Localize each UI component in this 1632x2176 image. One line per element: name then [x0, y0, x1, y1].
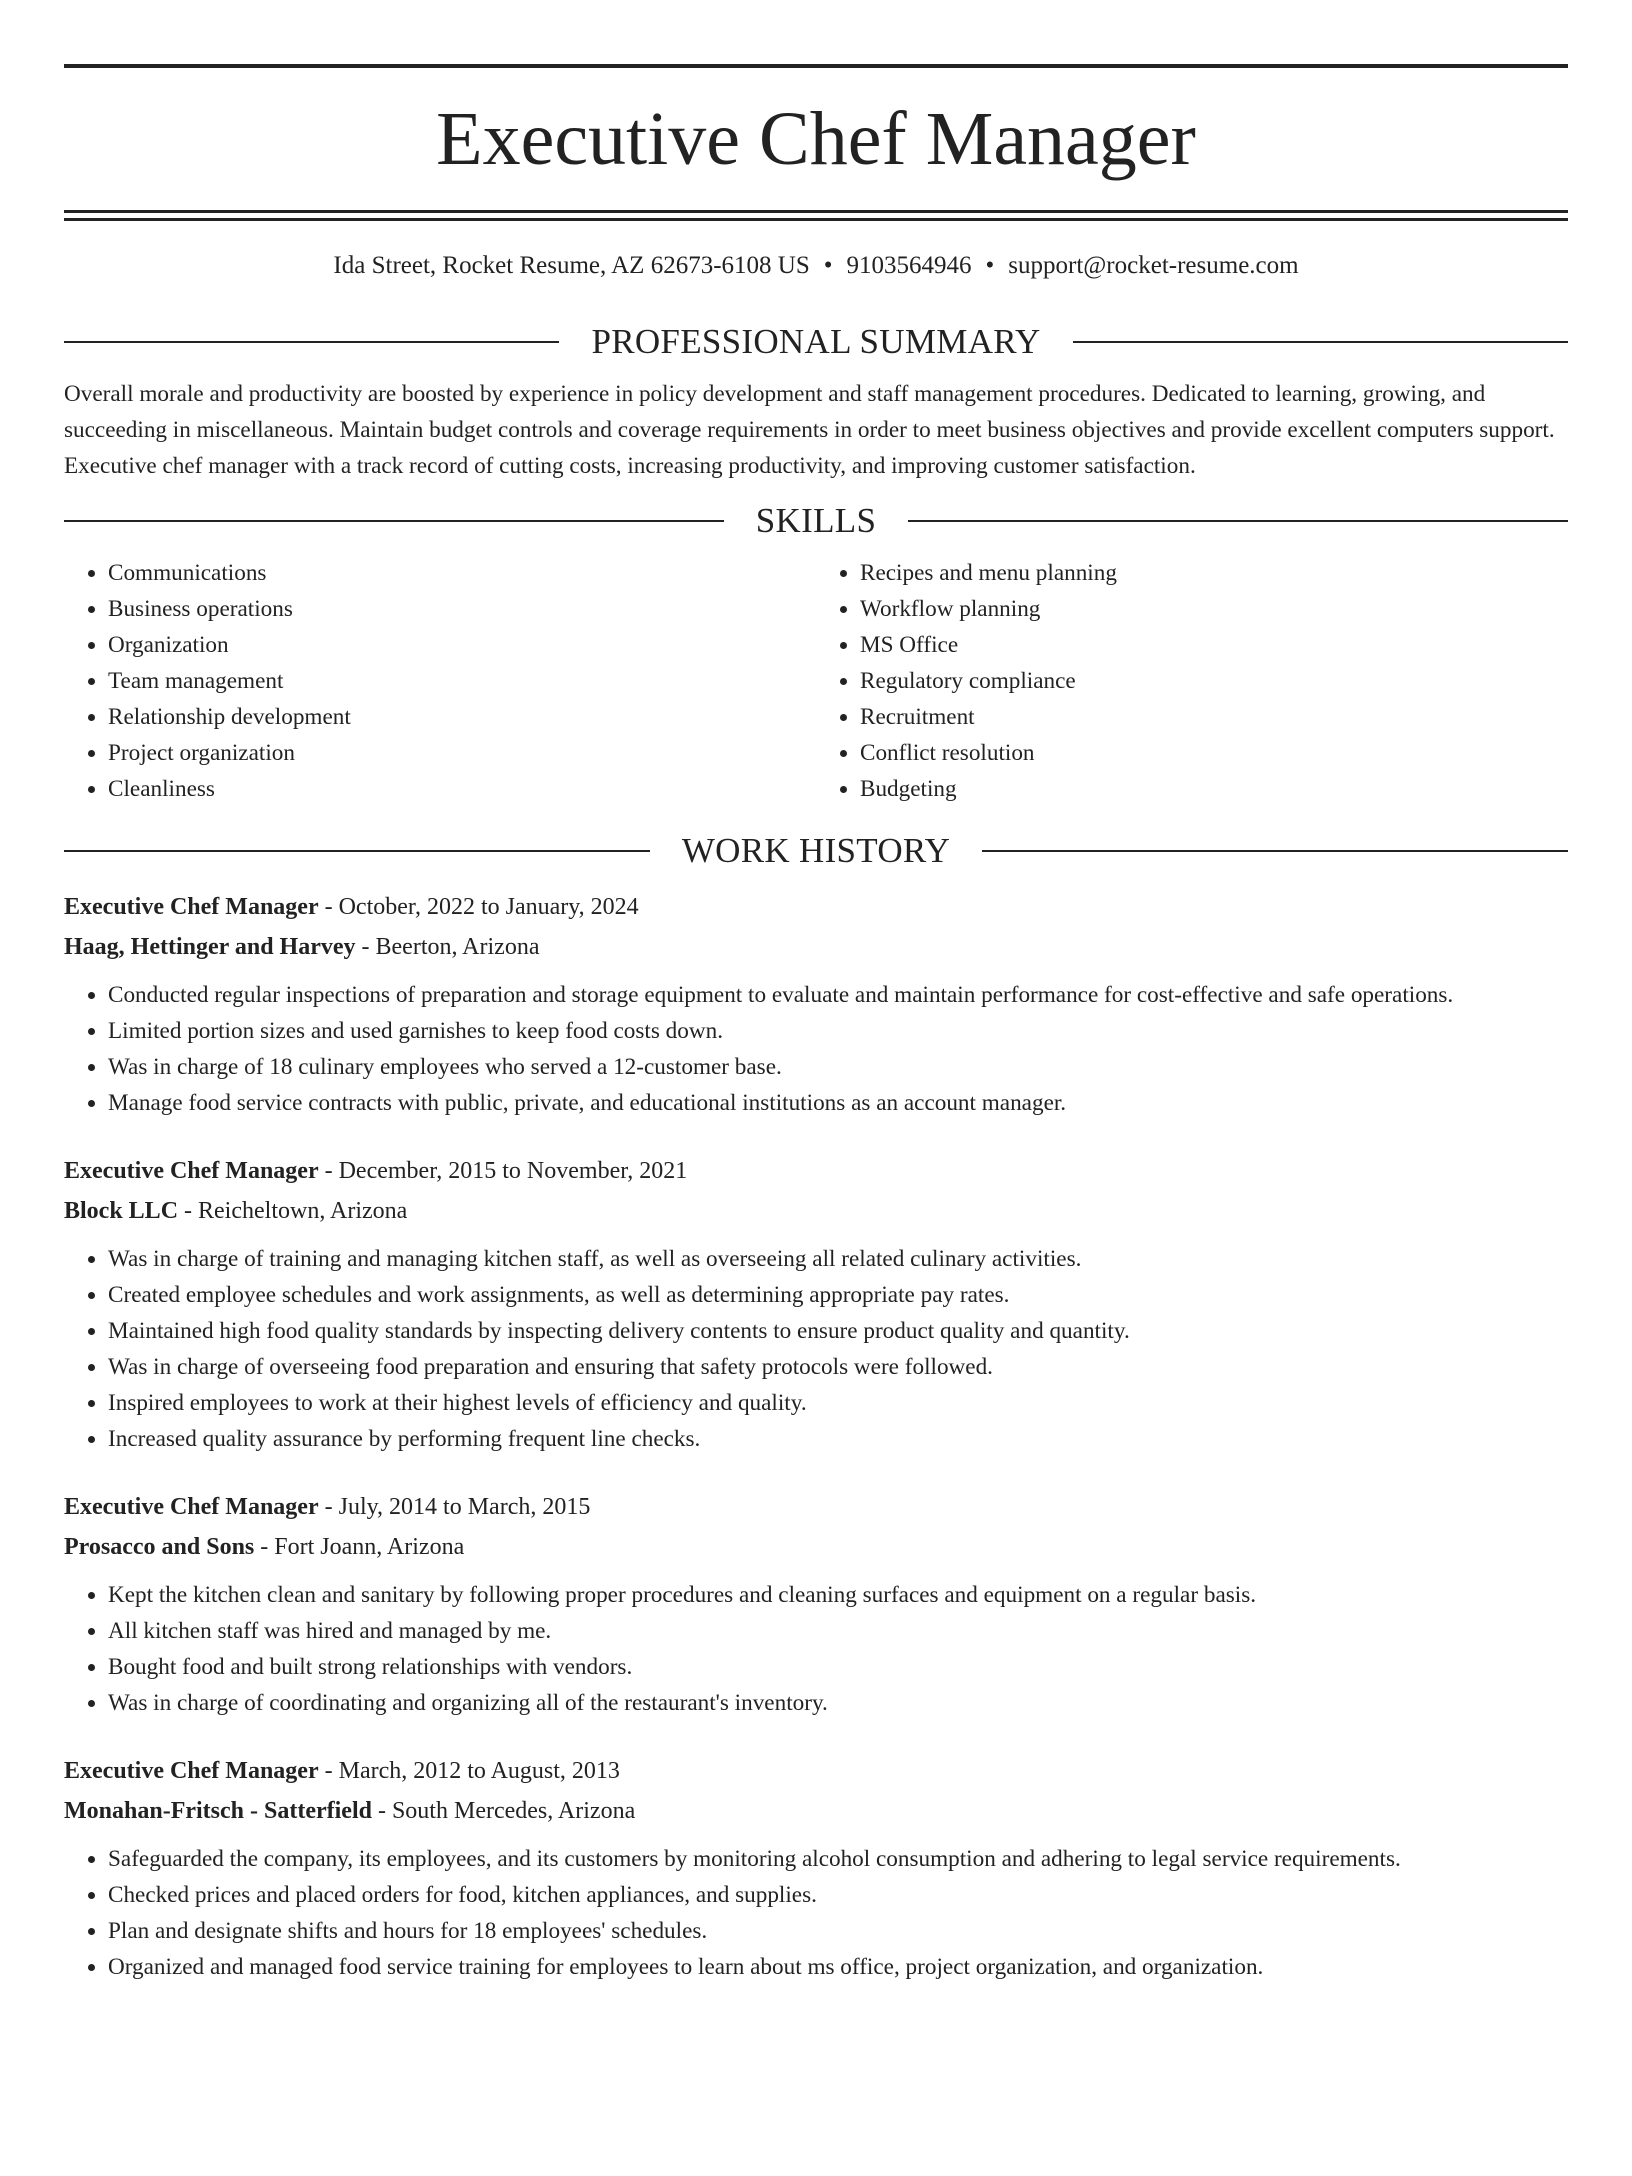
section-rule-right	[1073, 341, 1568, 343]
resume-page	[0, 64, 1632, 2176]
job-bullet: • Bought food and built strong relationships with vendors.	[108, 1649, 1568, 1685]
job-bullets	[64, 1577, 1568, 1721]
job-bullet: • Kept the kitchen clean and sanitary by following proper procedures and cleaning surfaces and equipment on a regular basis.	[108, 1577, 1568, 1613]
job-title-line	[64, 1151, 1568, 1191]
job-bullets	[64, 1841, 1568, 1985]
job-bullet: • Safeguarded the company, its employees, and its customers by monitoring alcohol consumption and adhering to legal service requirements.	[108, 1841, 1568, 1877]
skills-right-list	[816, 555, 1568, 807]
job-title: Executive Chef Manager	[64, 1158, 319, 1184]
contact-separator: •	[823, 252, 833, 279]
summary-heading: PROFESSIONAL SUMMARY	[591, 322, 1041, 361]
skills-heading: SKILLS	[755, 501, 877, 540]
job-bullet: • Manage food service contracts with public, private, and educational institutions as an account manager.	[108, 1085, 1568, 1121]
job-title-line	[64, 1487, 1568, 1527]
skill-item: • Relationship development	[108, 699, 816, 735]
contact-separator: •	[985, 252, 995, 279]
skills-left-list	[64, 555, 816, 807]
job-location: - Beerton, Arizona	[355, 934, 540, 960]
job-dates: - March, 2012 to August, 2013	[318, 1758, 620, 1784]
skill-item: • Team management	[108, 663, 816, 699]
job-company-line	[64, 1791, 1568, 1831]
job-location: - Reicheltown, Arizona	[178, 1198, 408, 1224]
job-bullet: • Checked prices and placed orders for food, kitchen appliances, and supplies.	[108, 1877, 1568, 1913]
work-heading-row	[64, 827, 1568, 875]
header-double-rule	[64, 210, 1568, 221]
job-bullet: • Was in charge of 18 culinary employees who served a 12-customer base.	[108, 1049, 1568, 1085]
job-title-line	[64, 1751, 1568, 1791]
job-company: Monahan-Fritsch - Satterfield	[64, 1798, 372, 1824]
skill-item: • Cleanliness	[108, 771, 816, 807]
skills-columns	[64, 555, 1568, 807]
job-location: - South Mercedes, Arizona	[371, 1798, 636, 1824]
section-rule-right	[908, 520, 1568, 522]
skill-item: • Business operations	[108, 591, 816, 627]
skill-item: • Organization	[108, 627, 816, 663]
job-title-line	[64, 887, 1568, 927]
job-bullet: • Created employee schedules and work assignments, as well as determining appropriate pay rates.	[108, 1277, 1568, 1313]
skill-item: • Recruitment	[860, 699, 1568, 735]
contact-address: Ida Street, Rocket Resume, AZ 62673-6108 US	[333, 252, 810, 279]
section-rule-left	[64, 850, 650, 852]
job-bullets	[64, 1241, 1568, 1457]
job-company-line	[64, 1527, 1568, 1567]
job-bullet: • Was in charge of training and managing kitchen staff, as well as overseeing all related culinary activities.	[108, 1241, 1568, 1277]
job-title: Executive Chef Manager	[64, 1758, 319, 1784]
skill-item: • Communications	[108, 555, 816, 591]
job-location: - Fort Joann, Arizona	[254, 1534, 465, 1560]
job-bullet: • Inspired employees to work at their highest levels of efficiency and quality.	[108, 1385, 1568, 1421]
job-company: Block LLC	[64, 1198, 179, 1224]
skill-item: • Conflict resolution	[860, 735, 1568, 771]
skill-item: • Regulatory compliance	[860, 663, 1568, 699]
job-title: Executive Chef Manager	[64, 1494, 319, 1520]
job-entry	[64, 1151, 1568, 1457]
job-bullet: • Conducted regular inspections of preparation and storage equipment to evaluate and maintain performance for cost-effective and safe operations.	[108, 977, 1568, 1013]
job-bullet: • Plan and designate shifts and hours for 18 employees' schedules.	[108, 1913, 1568, 1949]
resume-name: Executive Chef Manager	[436, 97, 1196, 181]
job-bullet: • Organized and managed food service training for employees to learn about ms office, project organization, and organization.	[108, 1949, 1568, 1985]
job-dates: - July, 2014 to March, 2015	[318, 1494, 591, 1520]
job-bullet: • Was in charge of overseeing food preparation and ensuring that safety protocols were followed.	[108, 1349, 1568, 1385]
skill-item: • Workflow planning	[860, 591, 1568, 627]
job-bullets	[64, 977, 1568, 1121]
section-rule-right	[982, 850, 1568, 852]
section-rule-left	[64, 341, 559, 343]
job-company-line	[64, 927, 1568, 967]
skill-item: • Project organization	[108, 735, 816, 771]
job-bullet: • All kitchen staff was hired and managed by me.	[108, 1613, 1568, 1649]
contact-phone: 9103564946	[846, 252, 972, 279]
summary-text: Overall morale and productivity are boosted by experience in policy development and staff management procedures. Dedicated to learning, growing, and succeeding in miscellaneous. Maintain budget controls and coverage requirements in order to meet business objectives and provide excellent computers support. Executive chef manager with a track record of cutting costs, increasing productivity, and improving customer satisfaction.	[64, 381, 1555, 479]
job-entry	[64, 887, 1568, 1121]
job-bullet: • Increased quality assurance by performing frequent line checks.	[108, 1421, 1568, 1457]
skill-item: • MS Office	[860, 627, 1568, 663]
skill-item: • Budgeting	[860, 771, 1568, 807]
job-entry	[64, 1487, 1568, 1721]
job-bullet: • Was in charge of coordinating and organizing all of the restaurant's inventory.	[108, 1685, 1568, 1721]
job-dates: - December, 2015 to November, 2021	[318, 1158, 688, 1184]
contact-line	[64, 250, 1568, 282]
section-rule-left	[64, 520, 724, 522]
summary-heading-row	[64, 318, 1568, 366]
skills-heading-row	[64, 497, 1568, 545]
work-heading: WORK HISTORY	[681, 831, 951, 870]
job-company-line	[64, 1191, 1568, 1231]
job-title: Executive Chef Manager	[64, 894, 319, 920]
job-company: Haag, Hettinger and Harvey	[64, 934, 356, 960]
job-bullet: • Maintained high food quality standards by inspecting delivery contents to ensure product quality and quantity.	[108, 1313, 1568, 1349]
job-company: Prosacco and Sons	[64, 1534, 255, 1560]
job-entry	[64, 1751, 1568, 1985]
contact-email: support@rocket-resume.com	[1008, 252, 1299, 279]
job-bullet: • Limited portion sizes and used garnishes to keep food costs down.	[108, 1013, 1568, 1049]
job-dates: - October, 2022 to January, 2024	[318, 894, 639, 920]
skill-item: • Recipes and menu planning	[860, 555, 1568, 591]
